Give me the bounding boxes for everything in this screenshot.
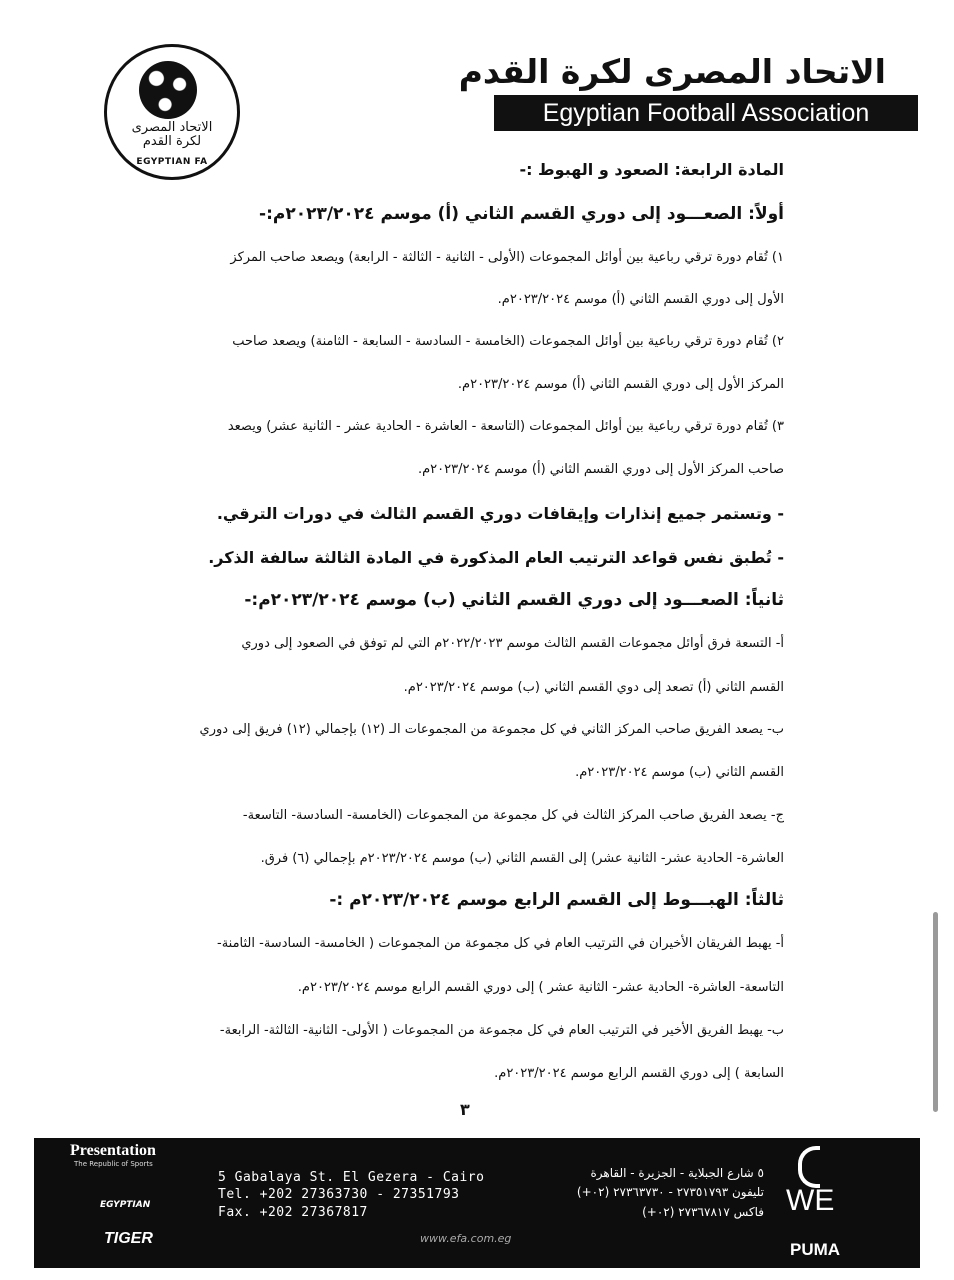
s1-item2-line2: المركز الأول إلى دوري القسم الثاني (أ) موسم ٢٠٢٣/٢٠٢٤م. xyxy=(457,377,784,392)
football-icon xyxy=(139,61,197,119)
logo-arabic-text: الاتحاد المصرى لكرة القدم xyxy=(131,120,213,149)
efa-logo xyxy=(104,44,240,180)
s2-c-line2: العاشرة- الحادية عشر- الثانية عشر) إلى القسم الثاني (ب) موسم ٢٠٢٣/٢٠٢٤م بإجمالي (٦) فرق. xyxy=(260,851,784,866)
sponsor-presentation-logo: Presentation xyxy=(70,1142,156,1159)
s3-a-line2: التاسعة- العاشرة- الحادية عشر- الثانية عشر ) إلى دوري القسم الرابع موسم ٢٠٢٣/٢٠٢٤م. xyxy=(297,980,784,995)
telephone-english: Tel. +202 27363730 - 27351793 xyxy=(218,1187,460,1202)
address-english: 5 Gabalaya St. El Gezera - Cairo xyxy=(218,1170,485,1185)
article-title: المادة الرابعة: الصعود و الهبوط :- xyxy=(519,160,784,179)
telephone-arabic: تليفون ٢٧٣٥١٧٩٣ - ٢٧٣٦٣٧٣٠ (٠٢+) xyxy=(576,1185,764,1199)
sponsor-tiger-logo: TIGER xyxy=(104,1230,153,1247)
logo-english-text: EGYPTIAN FA xyxy=(136,157,208,167)
sponsor-puma-logo: PUMA xyxy=(790,1240,841,1259)
s1-item3-line2: صاحب المركز الأول إلى دوري القسم الثاني (أ) موسم ٢٠٢٣/٢٠٢٤م. xyxy=(417,462,784,477)
s1-item1-line2: الأول إلى دوري القسم الثاني (أ) موسم ٢٠٢٣/٢٠٢٤م. xyxy=(497,292,784,307)
website-link[interactable]: www.efa.com.eg xyxy=(420,1232,512,1245)
s1-item1-line1: ١) تُقام دورة ترقي رباعية بين أوائل المجموعات (الأولى - الثانية - الثالثة - الرابعة) ويصعد صاحب المركز xyxy=(230,250,784,265)
organization-name-arabic: الاتحاد المصرى لكرة القدم xyxy=(458,52,886,91)
sponsor-we-logo: WE xyxy=(786,1184,835,1217)
section1-heading: أولاً: الصعـــود إلى دوري القسم الثاني (أ) موسم ٢٠٢٣/٢٠٢٤م:- xyxy=(259,204,784,224)
sponsor-egyptian-logo: EGYPTIAN xyxy=(100,1200,151,1210)
bullet-warnings: - وتستمر جميع إنذارات وإيقافات دوري القسم الثالث في دورات الترقي. xyxy=(216,504,784,523)
s2-a-line2: القسم الثاني (أ) تصعد إلى دوي القسم الثاني (ب) موسم ٢٠٢٣/٢٠٢٤م. xyxy=(403,680,784,695)
fax-arabic: فاكس ٢٧٣٦٧٨١٧ (٠٢+) xyxy=(642,1205,764,1219)
bullet-ranking-rules: - تُطبق نفس قواعد الترتيب العام المذكورة في المادة الثالثة سالفة الذكر. xyxy=(208,548,784,567)
s2-c-line1: ج- يصعد الفريق صاحب المركز الثالث في كل مجموعة من المجموعات (الخامسة- السادسة- التاسعة- xyxy=(242,808,784,823)
page-number: ٣ xyxy=(460,1100,470,1119)
s2-b-line1: ب- يصعد الفريق صاحب المركز الثاني في كل مجموعة من المجموعات الـ (١٢) بإجمالي (١٢) فريق إلى دوري xyxy=(199,722,784,737)
organization-name-english: Egyptian Football Association xyxy=(494,95,918,131)
section2-heading: ثانياً: الصعـــود إلى دوري القسم الثاني (ب) موسم ٢٠٢٣/٢٠٢٤م:- xyxy=(244,590,784,610)
s3-b-line2: السابعة ) إلى دوري القسم الرابع موسم ٢٠٢٣/٢٠٢٤م. xyxy=(494,1066,784,1081)
s1-item3-line1: ٣) تُقام دورة ترقي رباعية بين أوائل المجموعات (التاسعة - العاشرة - الحادية عشر - الثانية عشر) ويصعد xyxy=(227,419,784,434)
fax-english: Fax. +202 27367817 xyxy=(218,1205,368,1220)
sponsor-presentation-tagline: The Republic of Sports xyxy=(74,1160,153,1168)
s2-b-line2: القسم الثاني (ب) موسم ٢٠٢٣/٢٠٢٤م. xyxy=(575,765,784,780)
s3-a-line1: أ- يهبط الفريقان الأخيران في الترتيب العام في كل مجموعة من المجموعات ( الخامسة- السادسة- الثامنة- xyxy=(217,936,784,951)
s3-b-line1: ب- يهبط الفريق الأخير في الترتيب العام في كل مجموعة من المجموعات ( الأولى- الثانية- الثالثة- الرابعة- xyxy=(219,1023,784,1038)
section3-heading: ثالثاً: الهبـــوط إلى القسم الرابع موسم ٢٠٢٣/٢٠٢٤م :- xyxy=(329,890,784,910)
s2-a-line1: أ- التسعة فرق أوائل مجموعات القسم الثالث موسم ٢٠٢٢/٢٠٢٣م التي لم توفق في الصعود إلى دوري xyxy=(241,636,784,651)
address-arabic: ٥ شارع الجبلاية - الجزيرة - القاهرة xyxy=(590,1166,764,1180)
vertical-scrollbar[interactable] xyxy=(933,912,938,1112)
s1-item2-line1: ٢) تُقام دورة ترقي رباعية بين أوائل المجموعات (الخامسة - السادسة - السابعة - الثامنة) ويصعد صاحب xyxy=(232,334,784,349)
